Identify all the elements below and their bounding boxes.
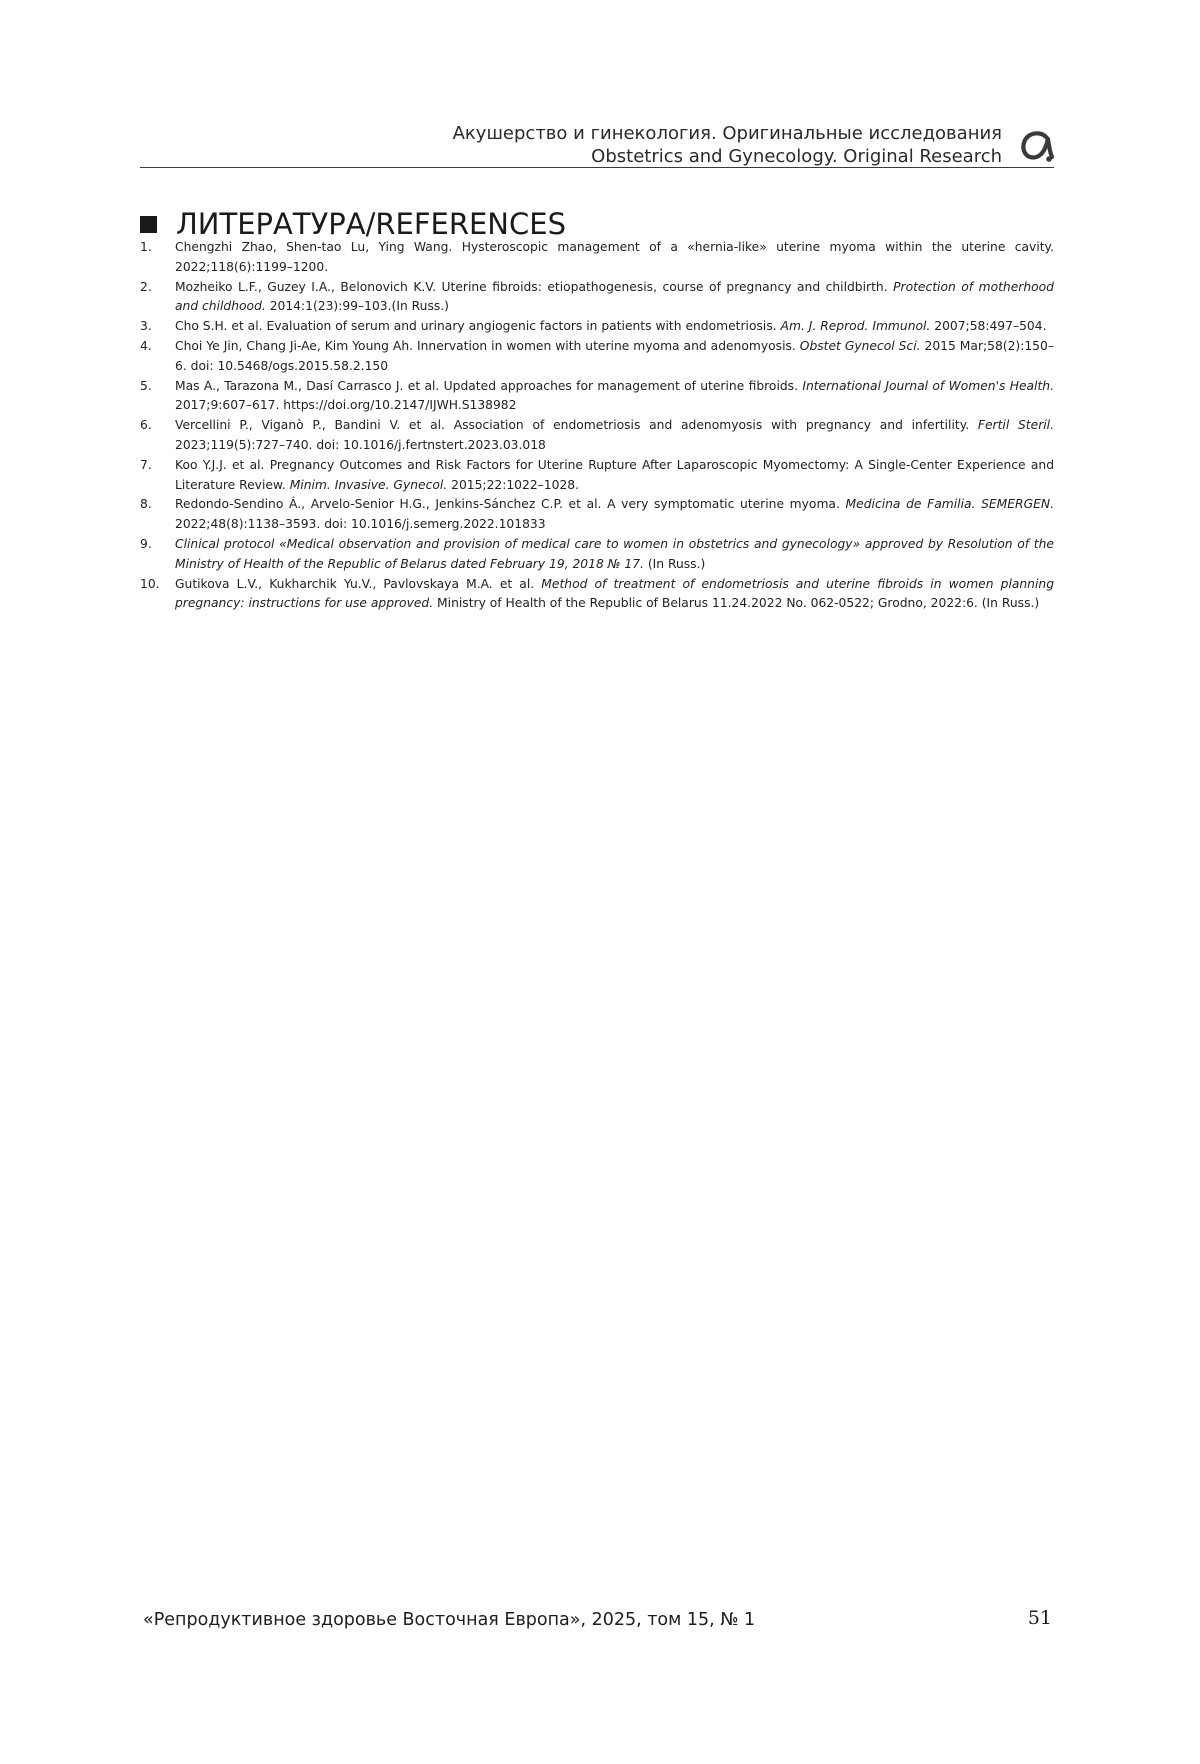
reference-segment: Choi Ye Jin, Chang Ji-Ae, Kim Young Ah. Innervation in women with uterine myoma and adenomyosis. <box>175 338 800 353</box>
header-divider <box>140 167 1054 168</box>
section-bullet-square-icon <box>140 216 157 233</box>
reference-text <box>175 238 1054 278</box>
reference-number: 7. <box>140 457 152 472</box>
reference-segment: Chengzhi Zhao, Shen-tao Lu, Ying Wang. Hysteroscopic management of a «hernia-like» uterine myoma within the uterine cavity. 2022;118(6):1199–1200. <box>175 240 1054 274</box>
reference-segment: Mas A., Tarazona M., Dasí Carrasco J. et al. Updated approaches for management of uterine fibroids. <box>175 378 803 393</box>
reference-source-italic: Minim. Invasive. Gynecol. <box>289 477 448 492</box>
reference-text <box>175 535 1054 575</box>
reference-text <box>175 337 1054 377</box>
references-heading-text: ЛИТЕРАТУРА/REFERENCES <box>176 207 566 241</box>
reference-text <box>175 456 1054 496</box>
reference-item <box>140 456 1054 496</box>
reference-item <box>140 238 1054 278</box>
running-head <box>140 122 1002 168</box>
page-number: 51 <box>1027 1607 1052 1629</box>
reference-item <box>140 317 1054 337</box>
reference-item <box>140 278 1054 318</box>
reference-text <box>175 416 1054 456</box>
reference-item <box>140 535 1054 575</box>
reference-number: 2. <box>140 279 152 294</box>
reference-text <box>175 377 1054 417</box>
reference-text <box>175 317 1054 337</box>
reference-source-italic: Medicina de Familia. SEMERGEN. <box>845 497 1055 512</box>
reference-source-italic: Protection of motherhood and childhood. <box>175 279 1054 314</box>
reference-item <box>140 377 1054 417</box>
reference-segment: Gutikova L.V., Kukharchik Yu.V., Pavlovskaya M.A. et al. <box>175 576 542 591</box>
reference-segment: 2015 Mar;58(2):150–6. doi: 10.5468/ogs.2015.58.2.150 <box>175 338 1054 373</box>
footer-journal-citation: «Репродуктивное здоровье Восточная Европа», 2025, том 15, № 1 <box>143 1610 756 1630</box>
reference-text <box>175 575 1054 615</box>
reference-segment: Mozheiko L.F., Guzey I.A., Belonovich K.V. Uterine fibroids: etiopathogenesis, course of pregnancy and childbirth. <box>175 279 894 294</box>
journal-logo-icon <box>1018 126 1054 164</box>
reference-number: 5. <box>140 378 152 393</box>
reference-source-italic: Am. J. Reprod. Immunol. <box>780 319 931 334</box>
reference-item <box>140 337 1054 377</box>
reference-number: 3. <box>140 319 152 334</box>
reference-segment: 2015;22:1022–1028. <box>447 477 580 492</box>
reference-segment: 2014:1(23):99–103.(In Russ.) <box>265 299 449 314</box>
reference-segment: 2022;48(8):1138–3593. doi: 10.1016/j.semerg.2022.101833 <box>175 517 546 532</box>
reference-source-italic: Obstet Gynecol Sci. <box>799 338 921 353</box>
reference-text <box>175 495 1054 535</box>
reference-segment: (In Russ.) <box>643 556 706 571</box>
reference-segment: Cho S.H. et al. Evaluation of serum and urinary angiogenic factors in patients with endometriosis. <box>175 319 781 334</box>
reference-list <box>140 238 1054 614</box>
reference-number: 8. <box>140 497 152 512</box>
reference-segment: Redondo-Sendino Á., Arvelo-Senior H.G., Jenkins-Sánchez C.P. et al. A very symptomatic uterine myoma. <box>175 497 846 512</box>
reference-item <box>140 495 1054 535</box>
reference-number: 1. <box>140 240 152 254</box>
reference-item <box>140 575 1054 615</box>
reference-segment: 2017;9:607–617. https://doi.org/10.2147/IJWH.S138982 <box>175 398 517 413</box>
reference-source-italic: International Journal of Women's Health. <box>802 378 1054 393</box>
reference-item <box>140 416 1054 456</box>
reference-source-italic: Method of treatment of endometriosis and uterine fibroids in women planning pregnancy: instructions for use approved. <box>175 576 1054 611</box>
reference-text <box>175 278 1054 318</box>
running-head-title-en: Obstetrics and Gynecology. Original Research <box>591 146 1002 167</box>
reference-segment: Koo Y.J.J. et al. Pregnancy Outcomes and Risk Factors for Uterine Rupture After Laparoscopic Myomectomy: A Single-Center Experience and Literature Review. <box>175 457 1054 492</box>
running-head-title-ru: Акушерство и гинекология. Оригинальные исследования <box>452 123 1002 144</box>
references-heading <box>140 206 566 242</box>
reference-segment: Ministry of Health of the Republic of Belarus 11.24.2022 No. 062-0522; Grodno, 2022:6. (In Russ.) <box>433 596 1040 611</box>
reference-number: 9. <box>140 536 152 551</box>
reference-source-italic: Fertil Steril. <box>977 418 1054 433</box>
reference-segment: 2007;58:497–504. <box>930 319 1047 334</box>
reference-source-italic: Clinical protocol «Medical observation and provision of medical care to women in obstetrics and gynecology» approved by Resolution of the Ministry of Health of the Republic of Belarus dated February 19, 2018 № 17. <box>175 536 1054 571</box>
reference-number: 6. <box>140 418 152 433</box>
reference-number: 4. <box>140 338 152 353</box>
reference-number: 10. <box>140 576 160 591</box>
reference-segment: Vercellini P., Viganò P., Bandini V. et al. Association of endometriosis and adenomyosis with pregnancy and infertility. <box>175 418 978 433</box>
reference-segment: 2023;119(5):727–740. doi: 10.1016/j.fertnstert.2023.03.018 <box>175 437 546 452</box>
